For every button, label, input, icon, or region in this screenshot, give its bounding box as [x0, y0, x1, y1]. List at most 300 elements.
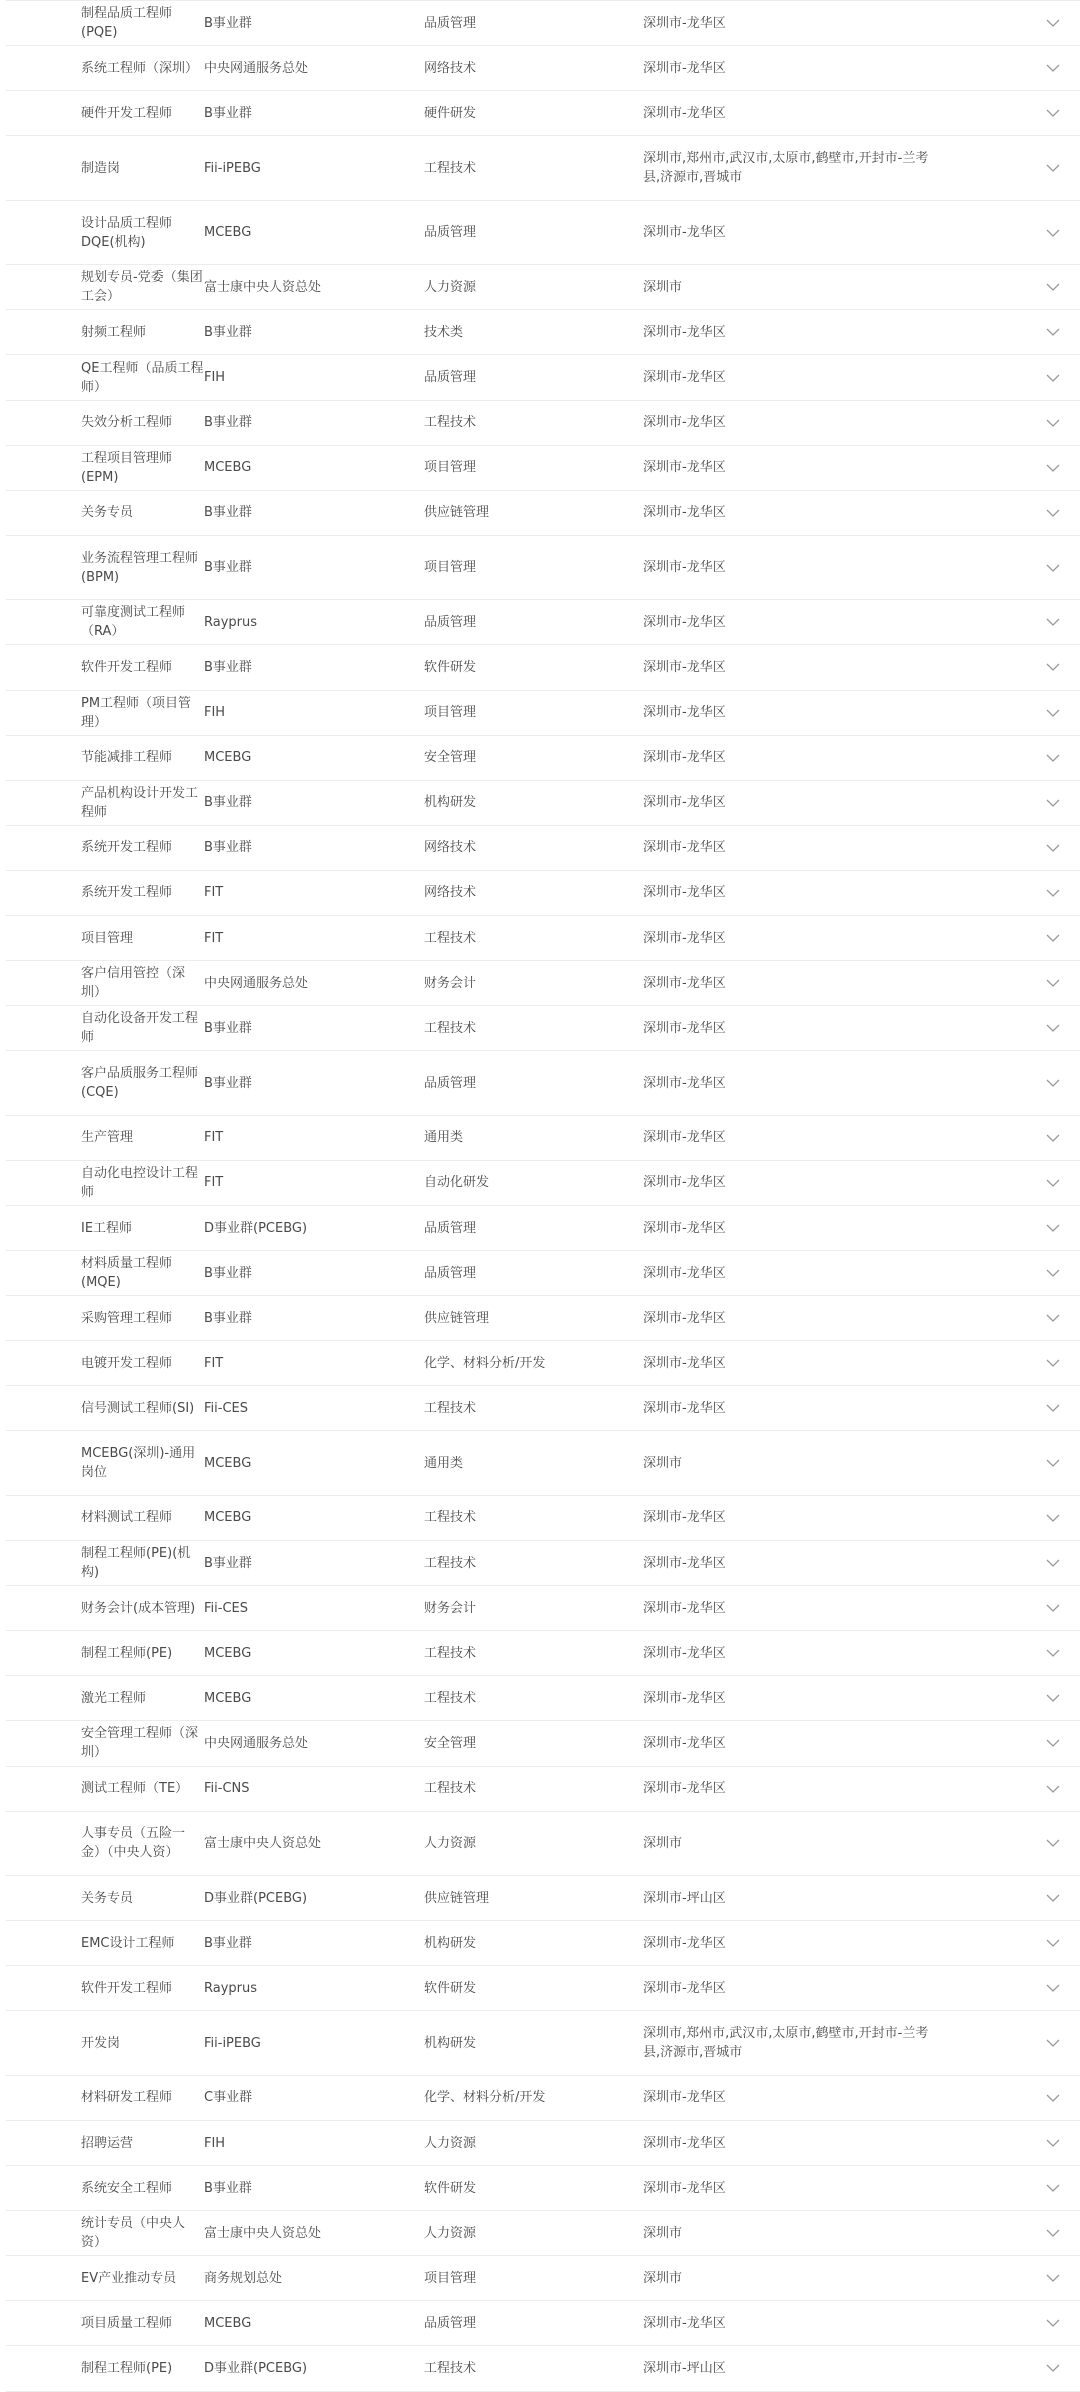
expand-toggle[interactable]: [953, 1648, 1080, 1658]
job-business-group: Fii-CES: [204, 1600, 248, 1616]
job-business-group: Fii-iPEBG: [204, 2035, 261, 2051]
job-business-group: Rayprus: [204, 614, 258, 630]
job-category: 工程技术: [424, 415, 477, 431]
job-location: 深圳市-龙华区: [643, 1220, 726, 1236]
expand-toggle[interactable]: [953, 933, 1080, 943]
job-title: 工程项目管理师(EPM): [81, 450, 173, 485]
job-row[interactable]: [6, 1341, 1080, 1386]
job-category: 化学、材料分析/开发: [424, 2090, 546, 2106]
job-location: 深圳市-龙华区: [643, 930, 726, 946]
job-category: 品质管理: [424, 614, 477, 630]
job-location: 深圳市-龙华区: [643, 1645, 726, 1661]
job-row[interactable]: [6, 1206, 1080, 1251]
chevron-down-icon: [1046, 2183, 1060, 2193]
expand-toggle[interactable]: [953, 63, 1080, 73]
expand-toggle[interactable]: [953, 1693, 1080, 1703]
job-row[interactable]: [6, 1116, 1080, 1161]
chevron-down-icon: [1046, 2363, 1060, 2373]
job-business-group: MCEBG: [204, 460, 252, 476]
job-title: 制程工程师(PE): [81, 2360, 173, 2376]
job-row[interactable]: [6, 600, 1080, 645]
job-row[interactable]: [6, 691, 1080, 736]
job-category: 通用类: [424, 1455, 464, 1471]
job-title: 关务专员: [81, 505, 134, 521]
job-row[interactable]: [6, 1966, 1080, 2011]
job-business-group: FIH: [204, 370, 226, 386]
chevron-down-icon: [1046, 463, 1060, 473]
job-row[interactable]: [6, 1631, 1080, 1676]
expand-toggle[interactable]: [953, 2273, 1080, 2283]
expand-toggle[interactable]: [953, 1133, 1080, 1143]
chevron-down-icon: [1046, 798, 1060, 808]
expand-toggle[interactable]: [953, 327, 1080, 337]
job-title: 招聘运营: [81, 2135, 134, 2151]
expand-toggle[interactable]: [953, 2138, 1080, 2148]
job-location: 深圳市-龙华区: [643, 614, 726, 630]
expand-toggle[interactable]: [953, 282, 1080, 292]
job-business-group: FIT: [204, 885, 224, 901]
job-row[interactable]: [6, 1251, 1080, 1296]
job-row[interactable]: [6, 46, 1080, 91]
job-title: 采购管理工程师: [81, 1310, 173, 1326]
job-business-group: 商务规划总处: [204, 2270, 283, 2286]
job-title: 测试工程师（TE）: [81, 1781, 189, 1797]
job-category: 财务会计: [424, 975, 477, 991]
expand-toggle[interactable]: [953, 1558, 1080, 1568]
job-category: 项目管理: [424, 705, 477, 721]
job-business-group: MCEBG: [204, 750, 252, 766]
job-location: 深圳市-龙华区: [643, 975, 726, 991]
job-title: 客户品质服务工程师(CQE): [81, 1066, 199, 1101]
job-category: 安全管理: [424, 1735, 477, 1751]
job-row[interactable]: [6, 1541, 1080, 1586]
job-category: 机构研发: [424, 2035, 477, 2051]
job-row[interactable]: [6, 91, 1080, 136]
job-location: 深圳市-龙华区: [643, 1020, 726, 1036]
job-title: 系统工程师（深圳）: [81, 60, 199, 76]
job-location: 深圳市-龙华区: [643, 2315, 726, 2331]
job-category: 人力资源: [424, 279, 477, 295]
chevron-down-icon: [1046, 282, 1060, 292]
job-category: 安全管理: [424, 750, 477, 766]
expand-toggle[interactable]: [953, 843, 1080, 853]
chevron-down-icon: [1046, 1648, 1060, 1658]
expand-toggle[interactable]: [953, 2318, 1080, 2328]
job-title: 安全管理工程师（深圳）: [81, 1726, 199, 1761]
job-business-group: 富士康中央人资总处: [204, 1835, 322, 1851]
expand-toggle[interactable]: [953, 1603, 1080, 1613]
job-business-group: B事业群: [204, 560, 252, 576]
job-category: 供应链管理: [424, 1890, 490, 1906]
expand-toggle[interactable]: [953, 1178, 1080, 1188]
job-location: 深圳市,郑州市,武汉市,太原市,鹤壁市,开封市-兰考县,济源市,晋城市: [643, 2026, 929, 2061]
job-row[interactable]: [6, 961, 1080, 1006]
expand-toggle[interactable]: [953, 1983, 1080, 1993]
expand-toggle[interactable]: [953, 708, 1080, 718]
job-list: [6, 0, 1080, 2392]
job-business-group: D事业群(PCEBG): [204, 2360, 308, 2376]
job-title: 客户信用管控（深圳）: [81, 966, 186, 1001]
job-title: 材料质量工程师(MQE): [81, 1256, 173, 1291]
job-row[interactable]: [6, 401, 1080, 446]
chevron-down-icon: [1046, 1178, 1060, 1188]
chevron-down-icon: [1046, 933, 1060, 943]
job-row[interactable]: [6, 2011, 1080, 2076]
expand-toggle[interactable]: [953, 888, 1080, 898]
job-category: 人力资源: [424, 1835, 477, 1851]
job-title: 项目质量工程师: [81, 2315, 173, 2331]
job-category: 技术类: [424, 324, 464, 340]
expand-toggle[interactable]: [953, 373, 1080, 383]
job-row[interactable]: [6, 1721, 1080, 1766]
job-row[interactable]: [6, 1921, 1080, 1966]
job-row[interactable]: [6, 1876, 1080, 1921]
job-title: 电镀开发工程师: [81, 1355, 173, 1371]
chevron-down-icon: [1046, 1403, 1060, 1413]
chevron-down-icon: [1046, 1938, 1060, 1948]
job-row[interactable]: [6, 2121, 1080, 2166]
job-row[interactable]: [6, 136, 1080, 201]
job-category: 工程技术: [424, 1645, 477, 1661]
job-row[interactable]: [6, 265, 1080, 310]
job-row[interactable]: [6, 536, 1080, 601]
expand-toggle[interactable]: [953, 1893, 1080, 1903]
expand-toggle[interactable]: [953, 508, 1080, 518]
expand-toggle[interactable]: [953, 163, 1080, 173]
expand-toggle[interactable]: [953, 18, 1080, 28]
expand-toggle[interactable]: [953, 1223, 1080, 1233]
job-business-group: B事业群: [204, 505, 252, 521]
job-location: 深圳市-龙华区: [643, 750, 726, 766]
job-location: 深圳市-龙华区: [643, 1310, 726, 1326]
job-category: 项目管理: [424, 560, 477, 576]
job-location: 深圳市-龙华区: [643, 1781, 726, 1797]
expand-toggle[interactable]: [953, 1738, 1080, 1748]
chevron-down-icon: [1046, 2093, 1060, 2103]
expand-toggle[interactable]: [953, 228, 1080, 238]
chevron-down-icon: [1046, 563, 1060, 573]
job-category: 硬件研发: [424, 105, 477, 121]
job-row[interactable]: [6, 2211, 1080, 2256]
expand-toggle[interactable]: [953, 1078, 1080, 1088]
job-category: 品质管理: [424, 370, 477, 386]
job-location: 深圳市-龙华区: [643, 1935, 726, 1951]
job-title: 设计品质工程师DQE(机构): [81, 215, 173, 250]
job-business-group: B事业群: [204, 1555, 252, 1571]
expand-toggle[interactable]: [953, 1513, 1080, 1523]
job-row[interactable]: [6, 1296, 1080, 1341]
job-business-group: 富士康中央人资总处: [204, 279, 322, 295]
job-row[interactable]: [6, 2256, 1080, 2301]
chevron-down-icon: [1046, 708, 1060, 718]
job-business-group: FIT: [204, 1175, 224, 1191]
expand-toggle[interactable]: [953, 753, 1080, 763]
job-category: 品质管理: [424, 225, 477, 241]
job-location: 深圳市-龙华区: [643, 560, 726, 576]
job-location: 深圳市-龙华区: [643, 2135, 726, 2151]
chevron-down-icon: [1046, 2138, 1060, 2148]
job-business-group: MCEBG: [204, 225, 252, 241]
job-category: 通用类: [424, 1130, 464, 1146]
expand-toggle[interactable]: [953, 1784, 1080, 1794]
job-row[interactable]: [6, 2301, 1080, 2346]
chevron-down-icon: [1046, 1023, 1060, 1033]
job-category: 人力资源: [424, 2135, 477, 2151]
job-row[interactable]: [6, 645, 1080, 690]
expand-toggle[interactable]: [953, 2183, 1080, 2193]
chevron-down-icon: [1046, 1078, 1060, 1088]
job-title: 开发岗: [81, 2035, 121, 2051]
job-category: 工程技术: [424, 1781, 477, 1797]
job-row[interactable]: [6, 310, 1080, 355]
chevron-down-icon: [1046, 1693, 1060, 1703]
expand-toggle[interactable]: [953, 1403, 1080, 1413]
job-title: 系统开发工程师: [81, 885, 173, 901]
job-category: 软件研发: [424, 659, 477, 675]
job-location: 深圳市-龙华区: [643, 1355, 726, 1371]
chevron-down-icon: [1046, 1983, 1060, 1993]
job-category: 软件研发: [424, 1980, 477, 1996]
expand-toggle[interactable]: [953, 978, 1080, 988]
job-row[interactable]: [6, 826, 1080, 871]
job-business-group: B事业群: [204, 840, 252, 856]
job-location: 深圳市-龙华区: [643, 1130, 726, 1146]
job-category: 网络技术: [424, 60, 477, 76]
job-category: 供应链管理: [424, 1310, 490, 1326]
chevron-down-icon: [1046, 1738, 1060, 1748]
job-business-group: 中央网通服务总处: [204, 975, 309, 991]
chevron-down-icon: [1046, 843, 1060, 853]
job-title: 系统安全工程师: [81, 2180, 173, 2196]
job-business-group: Rayprus: [204, 1980, 258, 1996]
job-business-group: FIT: [204, 1355, 224, 1371]
job-business-group: MCEBG: [204, 1510, 252, 1526]
job-row[interactable]: [6, 1676, 1080, 1721]
job-location: 深圳市-龙华区: [643, 370, 726, 386]
job-category: 品质管理: [424, 15, 477, 31]
expand-toggle[interactable]: [953, 563, 1080, 573]
job-title: 系统开发工程师: [81, 840, 173, 856]
chevron-down-icon: [1046, 508, 1060, 518]
chevron-down-icon: [1046, 163, 1060, 173]
job-title: 材料测试工程师: [81, 1510, 173, 1526]
job-category: 品质管理: [424, 1075, 477, 1091]
job-title: 节能减排工程师: [81, 750, 173, 766]
job-category: 工程技术: [424, 1510, 477, 1526]
job-title: 关务专员: [81, 1890, 134, 1906]
job-location: 深圳市-龙华区: [643, 705, 726, 721]
job-category: 工程技术: [424, 1555, 477, 1571]
chevron-down-icon: [1046, 1133, 1060, 1143]
chevron-down-icon: [1046, 1838, 1060, 1848]
job-location: 深圳市-龙华区: [643, 795, 726, 811]
job-category: 工程技术: [424, 1400, 477, 1416]
job-title: QE工程师（品质工程师）: [81, 360, 204, 395]
job-business-group: C事业群: [204, 2090, 253, 2106]
job-location: 深圳市-龙华区: [643, 1075, 726, 1091]
job-business-group: FIT: [204, 1130, 224, 1146]
job-title: EV产业推动专员: [81, 2270, 177, 2286]
expand-toggle[interactable]: [953, 662, 1080, 672]
job-row[interactable]: [6, 201, 1080, 266]
job-location: 深圳市-龙华区: [643, 1265, 726, 1281]
job-category: 供应链管理: [424, 505, 490, 521]
expand-toggle[interactable]: [953, 1268, 1080, 1278]
job-location: 深圳市: [643, 2270, 683, 2286]
job-category: 自动化研发: [424, 1175, 490, 1191]
expand-toggle[interactable]: [953, 1023, 1080, 1033]
job-title: 可靠度测试工程师 （RA）: [81, 605, 186, 640]
expand-toggle[interactable]: [953, 617, 1080, 627]
job-category: 工程技术: [424, 1690, 477, 1706]
job-location: 深圳市-龙华区: [643, 1510, 726, 1526]
expand-toggle[interactable]: [953, 1358, 1080, 1368]
job-category: 项目管理: [424, 460, 477, 476]
job-row[interactable]: [6, 736, 1080, 781]
job-title: IE工程师: [81, 1220, 133, 1236]
job-row[interactable]: [6, 1006, 1080, 1051]
job-category: 网络技术: [424, 840, 477, 856]
job-row[interactable]: [6, 1, 1080, 46]
chevron-down-icon: [1046, 1358, 1060, 1368]
job-business-group: B事业群: [204, 324, 252, 340]
job-category: 机构研发: [424, 795, 477, 811]
chevron-down-icon: [1046, 888, 1060, 898]
expand-toggle[interactable]: [953, 418, 1080, 428]
expand-toggle[interactable]: [953, 2363, 1080, 2373]
job-row[interactable]: [6, 916, 1080, 961]
job-title: 激光工程师: [81, 1690, 147, 1706]
expand-toggle[interactable]: [953, 1458, 1080, 1468]
job-business-group: B事业群: [204, 1935, 252, 1951]
chevron-down-icon: [1046, 1893, 1060, 1903]
job-category: 工程技术: [424, 1020, 477, 1036]
job-row[interactable]: [6, 355, 1080, 400]
job-title: 制造岗: [81, 160, 121, 176]
chevron-down-icon: [1046, 1458, 1060, 1468]
job-category: 人力资源: [424, 2225, 477, 2241]
job-title: 自动化电控设计工程师: [81, 1165, 199, 1200]
job-category: 品质管理: [424, 1265, 477, 1281]
job-row[interactable]: [6, 1051, 1080, 1116]
job-business-group: D事业群(PCEBG): [204, 1220, 308, 1236]
chevron-down-icon: [1046, 2273, 1060, 2283]
chevron-down-icon: [1046, 2228, 1060, 2238]
job-row[interactable]: [6, 2076, 1080, 2121]
job-business-group: MCEBG: [204, 1645, 252, 1661]
job-location: 深圳市-龙华区: [643, 60, 726, 76]
job-category: 工程技术: [424, 2360, 477, 2376]
job-location: 深圳市-龙华区: [643, 324, 726, 340]
job-title: 制程品质工程师(PQE): [81, 6, 173, 41]
chevron-down-icon: [1046, 18, 1060, 28]
job-title: 硬件开发工程师: [81, 105, 173, 121]
expand-toggle[interactable]: [953, 1838, 1080, 1848]
job-title: 信号测试工程师(SI): [81, 1400, 195, 1416]
job-location: 深圳市-龙华区: [643, 105, 726, 121]
job-title: MCEBG(深圳)-通用岗位: [81, 1446, 196, 1481]
chevron-down-icon: [1046, 617, 1060, 627]
chevron-down-icon: [1046, 753, 1060, 763]
job-location: 深圳市-龙华区: [643, 225, 726, 241]
job-row[interactable]: [6, 1161, 1080, 1206]
job-row[interactable]: [6, 446, 1080, 491]
job-business-group: 中央网通服务总处: [204, 1735, 309, 1751]
job-business-group: 富士康中央人资总处: [204, 2225, 322, 2241]
expand-toggle[interactable]: [953, 2093, 1080, 2103]
chevron-down-icon: [1046, 662, 1060, 672]
job-location: 深圳市-龙华区: [643, 460, 726, 476]
expand-toggle[interactable]: [953, 798, 1080, 808]
job-location: 深圳市-龙华区: [643, 1175, 726, 1191]
chevron-down-icon: [1046, 228, 1060, 238]
job-row[interactable]: [6, 1496, 1080, 1541]
job-title: 制程工程师(PE)(机构): [81, 1546, 191, 1581]
job-business-group: B事业群: [204, 1020, 252, 1036]
job-business-group: FIH: [204, 705, 226, 721]
job-category: 品质管理: [424, 2315, 477, 2331]
chevron-down-icon: [1046, 1784, 1060, 1794]
job-title: 产品机构设计开发工程师: [81, 785, 199, 820]
job-row[interactable]: [6, 1586, 1080, 1631]
job-title: EMC设计工程师: [81, 1935, 175, 1951]
job-title: 自动化设备开发工程师: [81, 1011, 199, 1046]
job-location: 深圳市-龙华区: [643, 415, 726, 431]
expand-toggle[interactable]: [953, 1938, 1080, 1948]
job-business-group: B事业群: [204, 659, 252, 675]
expand-toggle[interactable]: [953, 2038, 1080, 2048]
job-location: 深圳市-坪山区: [643, 2360, 726, 2376]
job-location: 深圳市-龙华区: [643, 885, 726, 901]
job-title: 制程工程师(PE): [81, 1645, 173, 1661]
job-location: 深圳市-坪山区: [643, 1890, 726, 1906]
job-category: 化学、材料分析/开发: [424, 1355, 546, 1371]
job-row[interactable]: [6, 1812, 1080, 1877]
job-business-group: B事业群: [204, 1265, 252, 1281]
job-row[interactable]: [6, 871, 1080, 916]
job-row[interactable]: [6, 781, 1080, 826]
job-business-group: MCEBG: [204, 1690, 252, 1706]
job-row[interactable]: [6, 2346, 1080, 2391]
job-location: 深圳市-龙华区: [643, 659, 726, 675]
expand-toggle[interactable]: [953, 1313, 1080, 1323]
job-title: 规划专员-党委（集团工会）: [81, 270, 203, 305]
job-title: 人事专员（五险一金）（中央人资）: [81, 1826, 186, 1861]
expand-toggle[interactable]: [953, 463, 1080, 473]
chevron-down-icon: [1046, 2318, 1060, 2328]
job-category: 品质管理: [424, 1220, 477, 1236]
expand-toggle[interactable]: [953, 108, 1080, 118]
job-row[interactable]: [6, 1431, 1080, 1496]
job-location: 深圳市-龙华区: [643, 505, 726, 521]
job-row[interactable]: [6, 491, 1080, 536]
job-row[interactable]: [6, 1386, 1080, 1431]
job-business-group: B事业群: [204, 15, 252, 31]
expand-toggle[interactable]: [953, 2228, 1080, 2238]
job-business-group: Fii-iPEBG: [204, 160, 261, 176]
job-row[interactable]: [6, 2166, 1080, 2211]
chevron-down-icon: [1046, 418, 1060, 428]
job-business-group: B事业群: [204, 2180, 252, 2196]
job-row[interactable]: [6, 1767, 1080, 1812]
job-title: 财务会计(成本管理): [81, 1600, 196, 1616]
job-business-group: Fii-CNS: [204, 1781, 250, 1797]
chevron-down-icon: [1046, 1558, 1060, 1568]
job-title: 材料研发工程师: [81, 2090, 173, 2106]
job-category: 工程技术: [424, 930, 477, 946]
job-business-group: B事业群: [204, 1310, 252, 1326]
job-location: 深圳市-龙华区: [643, 2180, 726, 2196]
